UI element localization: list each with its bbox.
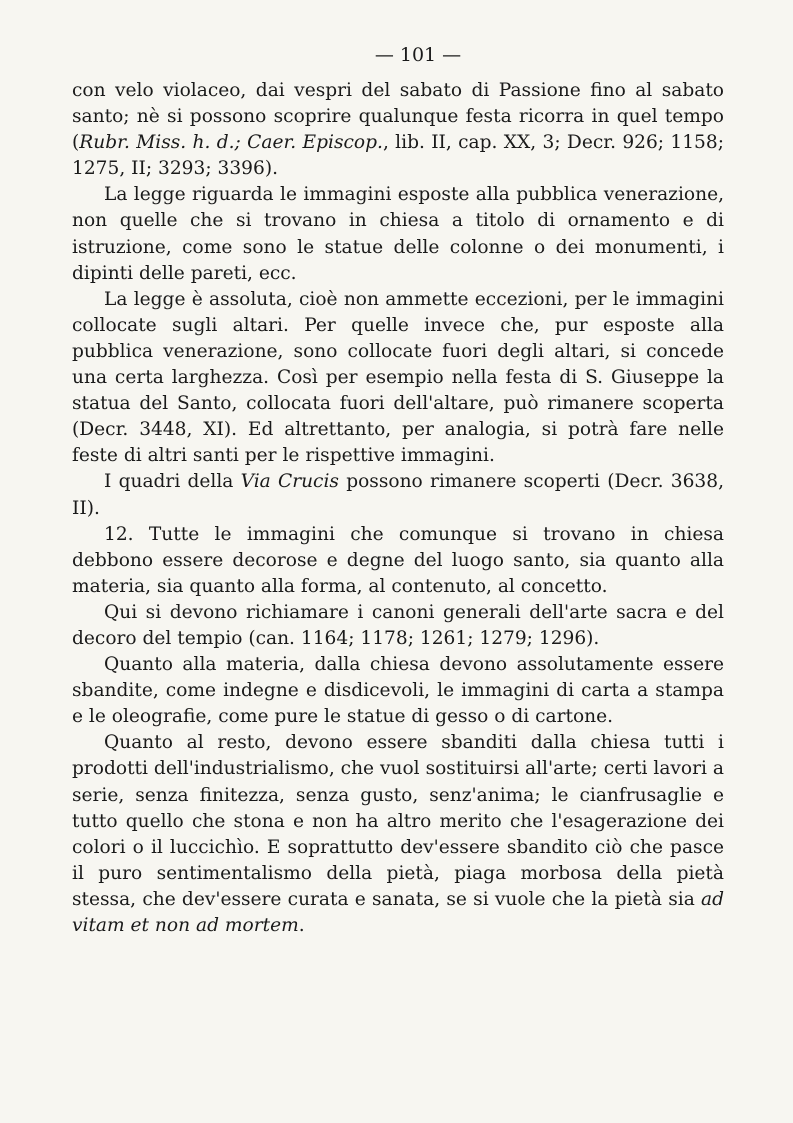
text-run: , lib. II, cap. XX, 3; Decr. 926; 1158; 1275, II; 3293; 3396). xyxy=(72,132,724,180)
paragraph xyxy=(72,600,724,652)
italic-text-run: ad vitam et non ad mortem xyxy=(72,888,724,936)
italic-text-run: Via Crucis xyxy=(240,471,339,493)
text-run: La legge riguarda le immagini esposte alla pubblica venerazione, non quelle che si trovano in chiesa a titolo di ornamento e di istruzione, come sono le statue delle colonne o dei monumenti, i dipinti delle pareti, ecc. xyxy=(72,184,724,284)
document-page xyxy=(72,40,724,939)
paragraph xyxy=(72,469,724,521)
paragraph xyxy=(72,730,724,939)
text-run: possono rimanere scoperti (Decr. 3638, II). xyxy=(72,471,724,519)
paragraph xyxy=(72,287,724,470)
text-run: I quadri della xyxy=(104,471,241,493)
text-run: Qui si devono richiamare i canoni generali dell'arte sacra e del decoro del tempio (can. 1164; 1178; 1261; 1279; 1296). xyxy=(72,601,724,649)
paragraph xyxy=(72,522,724,600)
text-run: La legge è assoluta, cioè non ammette eccezioni, per le immagini collocate sugli altari. Per quelle invece che, pur esposte alla pubblica venerazione, sono collocate fuori degli altari, si concede una certa larghezza. Così per esempio nella festa di S. Giuseppe la statua del Santo, collocata fuori dell'altare, può rimanere scoperta (Decr. 3448, XI). Ed altrettanto, per analogia, si potrà fare nelle feste di altri santi per le rispettive immagini. xyxy=(72,288,724,467)
text-run: . xyxy=(298,915,305,936)
paragraph xyxy=(72,78,724,182)
paragraph xyxy=(72,652,724,730)
text-run: Quanto al resto, devono essere sbanditi dalla chiesa tutti i prodotti dell'industrialismo, che vuol sostituirsi all'arte; certi lavori a serie, senza finitezza, senza gusto, senz'anima; le cianfrusaglie e tutto quello che stona e non ha altro merito che l'esagerazione dei colori o il luccichìo. E soprattutto dev'essere sbandito ciò che pasce il puro sentimentalismo della pietà, piaga morbosa della pietà stessa, che dev'essere curata e sanata, se si vuole che la pietà sia xyxy=(72,732,724,910)
italic-text-run: Rubr. Miss. h. d.; Caer. Episcop. xyxy=(79,132,383,154)
paragraph xyxy=(72,182,724,286)
text-run: 12. Tutte le immagini che comunque si trovano in chiesa debbono essere decorose e degne del luogo santo, sia quanto alla materia, sia quanto alla forma, al contenuto, al concetto. xyxy=(72,523,724,597)
body-text xyxy=(72,78,724,939)
text-run: con velo violaceo, dai vespri del sabato di Passione fino al sabato santo; nè si possono scoprire qualunque festa ricorra in quel tempo ( xyxy=(72,80,724,154)
page-number: — 101 — xyxy=(374,44,462,66)
text-run: Quanto alla materia, dalla chiesa devono assolutamente essere sbandite, come indegne e disdicevoli, le immagini di carta a stampa e le oleografie, come pure le statue di gesso o di cartone. xyxy=(72,654,724,728)
